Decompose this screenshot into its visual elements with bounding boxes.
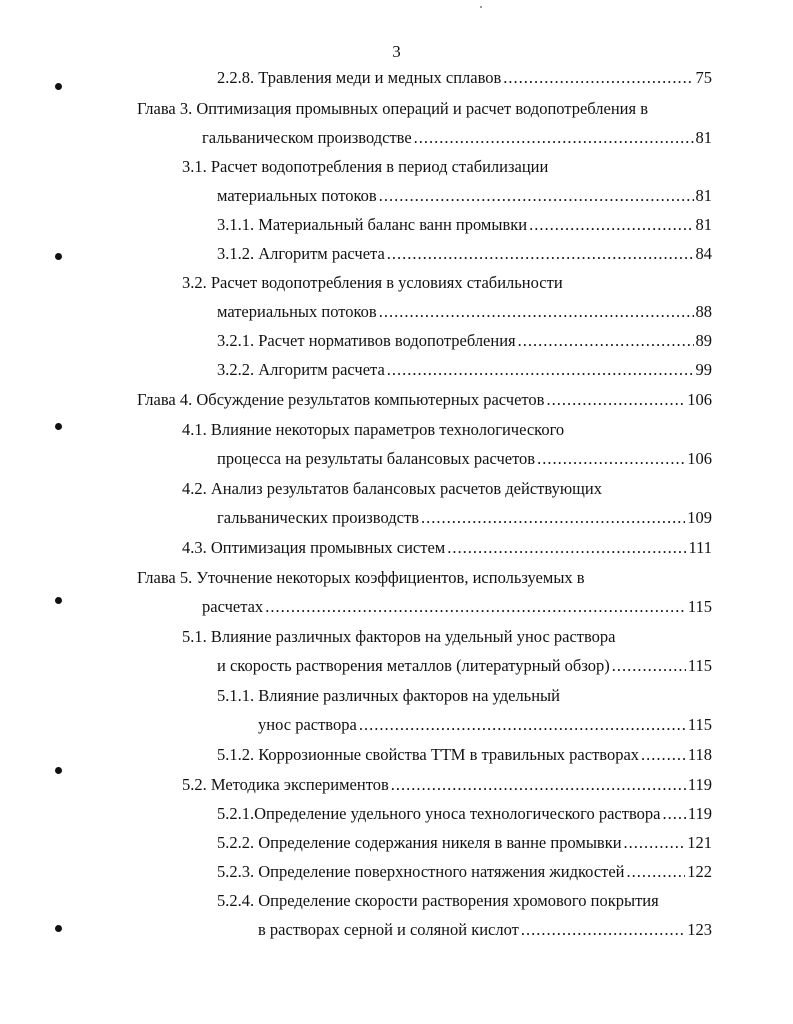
- toc-entry-title: 3.2. Расчет водопотребления в условиях стабильности: [182, 273, 563, 292]
- toc-entry: [217, 506, 712, 530]
- toc-entry-title: гальваническом производстве: [202, 128, 412, 147]
- toc-entry-title: материальных потоков: [217, 302, 377, 321]
- toc-entry-title: процесса на результаты балансовых расчетов: [217, 449, 536, 468]
- toc-entry: [217, 213, 712, 237]
- toc-entry-page: 88: [695, 302, 712, 321]
- toc-entry-title: 4.2. Анализ результатов балансовых расчетов действующих: [182, 479, 602, 498]
- dot-leader: [387, 242, 694, 266]
- dot-leader: [379, 184, 694, 208]
- toc-entry: [182, 536, 712, 560]
- binding-hole-mark: [55, 767, 62, 774]
- toc-entry: [202, 126, 712, 150]
- toc-entry-page: 106: [687, 390, 712, 409]
- toc-entry-page: 81: [695, 186, 712, 205]
- toc-entry: [258, 918, 712, 942]
- dot-leader: [627, 860, 686, 884]
- dot-leader: [546, 388, 685, 412]
- dot-leader: [387, 358, 694, 382]
- binding-hole-mark: [55, 253, 62, 260]
- toc-entry-page: 119: [687, 775, 712, 794]
- toc-entry-page: 115: [687, 597, 712, 616]
- toc-entry-page: 81: [695, 215, 712, 234]
- dot-leader: [379, 300, 694, 324]
- toc-entry-title: 5.1.1. Влияние различных факторов на удельный: [217, 686, 560, 705]
- scan-speck: [480, 6, 482, 8]
- dot-leader: [518, 329, 694, 353]
- toc-entry-title: 3.1. Расчет водопотребления в период стабилизации: [182, 157, 549, 176]
- toc-entry-title: Глава 3. Оптимизация промывных операций и расчет водопотребления в: [137, 99, 649, 118]
- toc-entry-title: 5.2. Методика экспериментов: [182, 775, 389, 794]
- toc-entry-title: и скорость растворения металлов (литературный обзор): [217, 656, 610, 675]
- toc-entry-page: 106: [687, 449, 712, 468]
- toc-entry-page: 75: [695, 68, 712, 87]
- toc-entry-title: гальванических производств: [217, 508, 419, 527]
- toc-entry-page: 122: [687, 862, 712, 881]
- toc-entry-title: в растворах серной и соляной кислот: [258, 920, 519, 939]
- toc-entry-title: 4.3. Оптимизация промывных систем: [182, 538, 446, 557]
- toc-entry: [217, 329, 712, 353]
- toc-entry-page: 119: [687, 804, 712, 823]
- toc-entry: [217, 242, 712, 266]
- dot-leader: [612, 654, 686, 678]
- toc-entry-page: 84: [695, 244, 712, 263]
- toc-entry: [217, 358, 712, 382]
- dot-leader: [521, 918, 685, 942]
- toc-entry: [217, 66, 712, 90]
- dot-leader: [359, 713, 686, 737]
- toc-entry: [137, 388, 712, 412]
- dot-leader: [414, 126, 694, 150]
- dot-leader: [537, 447, 685, 471]
- toc-entry-title: 3.2.1. Расчет нормативов водопотребления: [217, 331, 516, 350]
- toc-entry-page: 121: [687, 833, 712, 852]
- toc-entry-page: 118: [687, 745, 712, 764]
- toc-entry: [217, 447, 712, 471]
- toc-entry-page: 115: [687, 715, 712, 734]
- toc-entry-title: унос раствора: [258, 715, 357, 734]
- dot-leader: [641, 743, 686, 767]
- toc-entry: [217, 300, 712, 324]
- page-number: 3: [392, 42, 401, 61]
- toc-entry: [182, 773, 712, 797]
- toc-entry: [217, 802, 712, 826]
- toc-entry-title: 5.1. Влияние различных факторов на удельный унос раствора: [182, 627, 616, 646]
- binding-hole-mark: [55, 423, 62, 430]
- toc-entry-page: 89: [695, 331, 712, 350]
- toc-entry-title: Глава 4. Обсуждение результатов компьютерных расчетов: [137, 390, 545, 409]
- toc-entry-title: 3.1.1. Материальный баланс ванн промывки: [217, 215, 528, 234]
- toc-entry: [258, 713, 712, 737]
- toc-entry: [217, 743, 712, 767]
- toc-entry-title: 4.1. Влияние некоторых параметров технологического: [182, 420, 565, 439]
- toc-entry: [202, 595, 712, 619]
- toc-entry: [217, 184, 712, 208]
- toc-entry-page: 111: [688, 538, 712, 557]
- dot-leader: [421, 506, 685, 530]
- toc-entry-page: 109: [687, 508, 712, 527]
- dot-leader: [529, 213, 693, 237]
- toc-entry-title: материальных потоков: [217, 186, 377, 205]
- dot-leader: [447, 536, 686, 560]
- toc-entry-title: 2.2.8. Травления меди и медных сплавов: [217, 68, 502, 87]
- toc-entry-title: 5.2.4. Определение скорости растворения хромового покрытия: [217, 891, 659, 910]
- toc-entry-title: 5.2.2. Определение содержания никеля в ванне промывки: [217, 833, 622, 852]
- dot-leader: [391, 773, 686, 797]
- binding-hole-mark: [55, 925, 62, 932]
- dot-leader: [662, 802, 685, 826]
- toc-entry: [217, 831, 712, 855]
- toc-entry: [217, 654, 712, 678]
- toc-entry-title: 3.2.2. Алгоритм расчета: [217, 360, 385, 379]
- toc-entry-page: 115: [687, 656, 712, 675]
- toc-entry: [217, 860, 712, 884]
- toc-entry-title: 5.1.2. Коррозионные свойства ТТМ в травильных растворах: [217, 745, 640, 764]
- toc-entry-title: Глава 5. Уточнение некоторых коэффициентов, используемых в: [137, 568, 585, 587]
- binding-hole-mark: [55, 597, 62, 604]
- binding-hole-mark: [55, 83, 62, 90]
- toc-entry-title: 5.2.3. Определение поверхностного натяжения жидкостей: [217, 862, 625, 881]
- toc-entry-title: 5.2.1.Определение удельного уноса технологического раствора: [217, 804, 661, 823]
- dot-leader: [624, 831, 686, 855]
- dot-leader: [503, 66, 693, 90]
- toc-entry-page: 99: [695, 360, 712, 379]
- toc-entry-page: 123: [687, 920, 712, 939]
- toc-entry-title: расчетах: [202, 597, 264, 616]
- toc-entry-page: 81: [695, 128, 712, 147]
- dot-leader: [265, 595, 686, 619]
- toc-entry-title: 3.1.2. Алгоритм расчета: [217, 244, 385, 263]
